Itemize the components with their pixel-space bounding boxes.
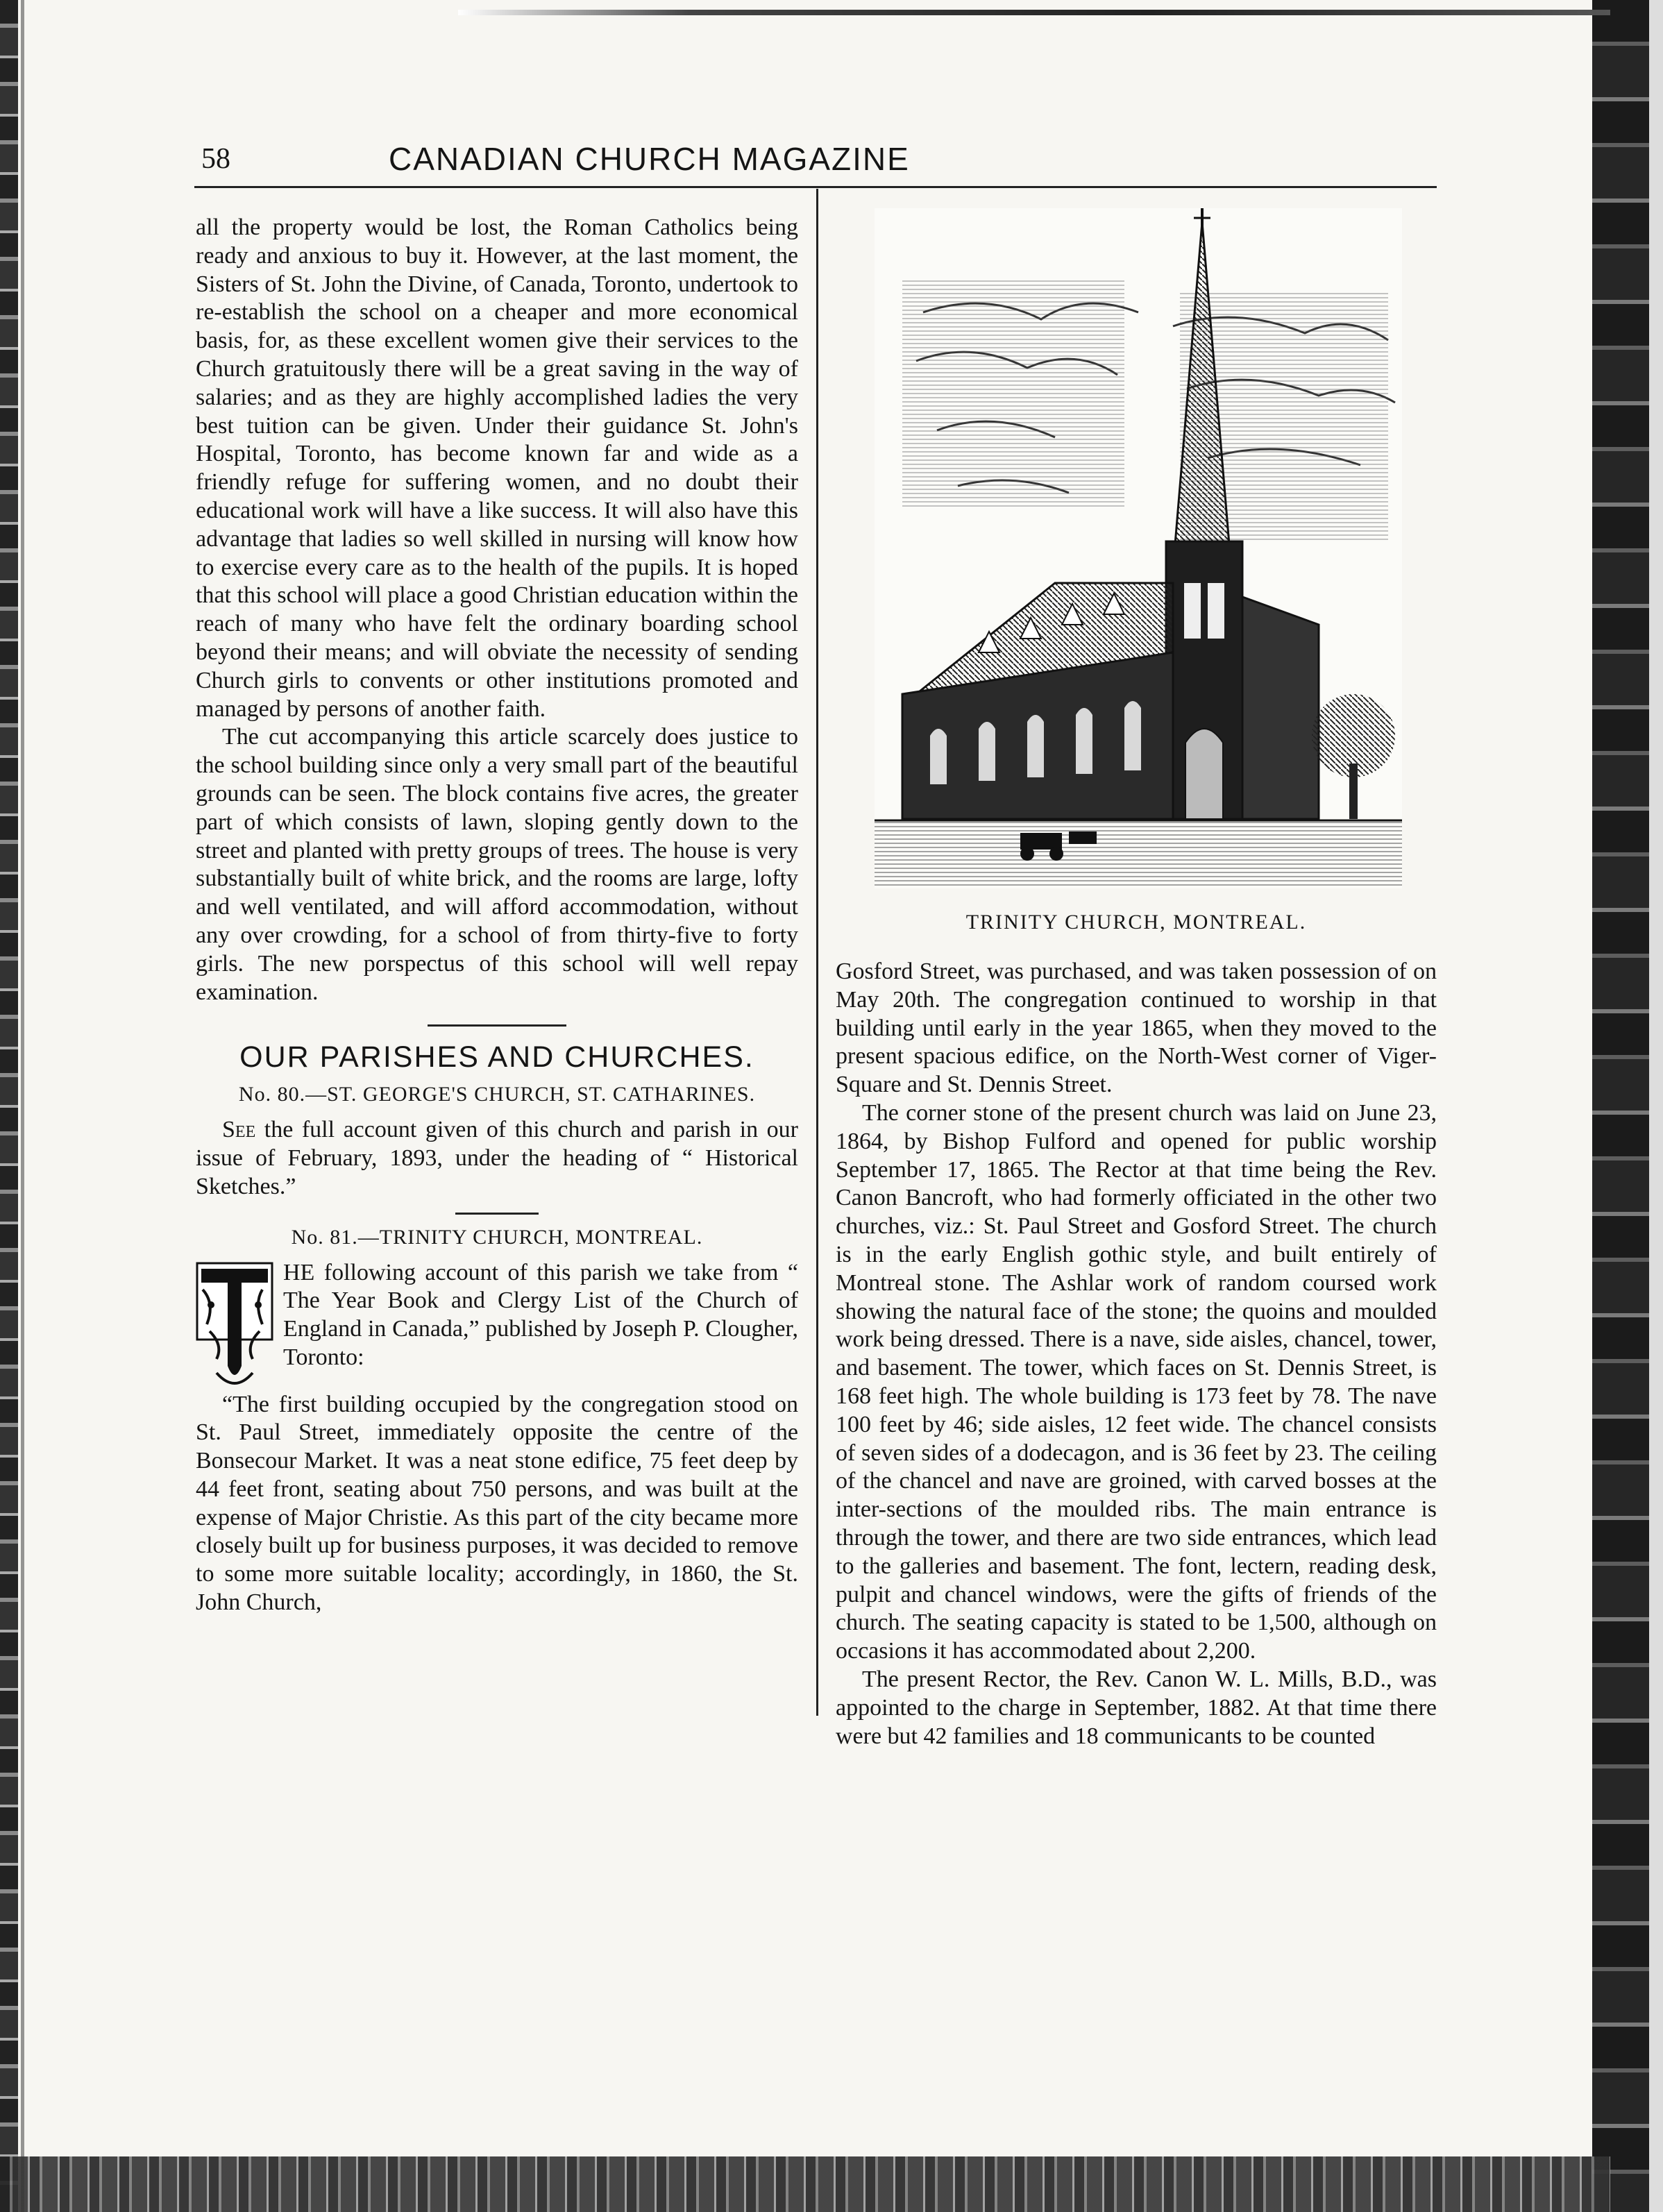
lead-word: See (222, 1117, 256, 1143)
paragraph-text: following account of this parish we take from “ The Year Book and Clergy List of the Church of England in Canada,” published by Joseph P. Clougher, Toronto: (283, 1259, 798, 1370)
ornamental-initial-t-icon (196, 1262, 273, 1391)
lead-word: HE (283, 1259, 315, 1285)
paragraph: Gosford Street, was purchased, and was taken possession of on May 20th. The congregation continued to worship in that building until early in the year 1865, when they moved to the present spacious edifice, on the North-West corner of Viger-Square and St. Dennis Street. (836, 959, 1437, 1098)
paragraph: all the property would be lost, the Roman Catholics being ready and anxious to buy it. However, at the last moment, the Sisters of St. John the Divine, of Canada, Toronto, undertook to re-establish the school on a cheaper and more economical basis, for, as these excellent women give their services to the Church gratuitously there will be a great saving in the way of salaries; and as they are highly accomplished ladies the very best tuition can be given. Under their guidance St. John's Hospital, Toronto, has become known far and wide as a friendly refuge for suffering women, and no doubt their educational work will have a like success. It will also have this advantage that ladies so well skilled in nursing will know how to exercise every care as to the health of the pupils. It is hoped that this school will place a good Christian education within the reach of many who have felt the ordinary boarding school beyond their means; and will obviate the necessity of sending Church girls to convents or other institutions promoted and managed by persons of another faith. (196, 214, 798, 722)
scan-margin-right (1649, 0, 1663, 2212)
column-rule (816, 189, 818, 1716)
left-column (196, 214, 798, 1617)
header-rule (194, 186, 1437, 188)
scan-edge-bottom (0, 2156, 1610, 2212)
paragraph: The cut accompanying this article scarcely does justice to the school building since only a very small part of the beautiful grounds can be seen. The block contains five acres, the greater part of which consists of lawn, sloping gently down to the street and planted with pretty groups of trees. The house is very substantially built of white brick, and the rooms are large, lofty and well ventilated, and will afford accommodation, without any over crowding, for a school of from thirty-five to forty girls. The new porspectus of this school will well repay examination. (196, 724, 798, 1005)
article-intro (196, 1259, 798, 1391)
running-head: CANADIAN CHURCH MAGAZINE (389, 141, 910, 177)
church-engraving (875, 208, 1402, 888)
paragraph: “The first building occupied by the congregation stood on St. Paul Street, immediately opposite the centre of the Bonsecour Market. It was a neat stone edifice, 75 feet deep by 44 feet front, seating about 750 persons, and was built at the expense of Major Christie. As this part of the city became more closely built up for business purposes, it was decided to remove to some more suitable locality; accordingly, in 1860, the St. John Church, (196, 1391, 798, 1616)
paragraph: The corner stone of the present church was laid on June 23, 1864, by Bishop Fulford and opened for public worship September 17, 1865. The Rector at that time being the Rev. Canon Bancroft, who had formerly officiated in the other two churches, viz.: St. Paul Street and Gosford Street. The church is in the early English gothic style, and built entirely of Montreal stone. The Ashlar work of random coursed work showing the natural face of the stone; the quoins and moulded work being dressed. There is a nave, side aisles, chancel, tower, and basement. The tower, which faces on St. Dennis Street, is 168 feet high. The whole building is 173 feet by 78. The nave 100 feet by 46; side aisles, 12 feet wide. The chancel consists of seven sides of a dodecagon, and is 36 feet by 23. The ceiling of the chancel and nave are groined, with carved bosses at the inter-sections of the moulded ribs. The main entrance is through the tower, and there are two side entrances, which lead to the galleries and basement. The font, lectern, reading desk, pulpit and chancel windows, were the gifts of friends of the church. The seating capacity is stated to be 1,500, although on occasions it has accommodated about 2,200. (836, 1099, 1437, 1664)
paragraph: The present Rector, the Rev. Canon W. L. Mills, B.D., was appointed to the charge in September, 1882. At that time there were but 42 families and 18 communicants to be counted (836, 1666, 1437, 1749)
scan-edge-left (0, 0, 18, 2212)
paragraph-text: the full account given of this church and parish in our issue of February, 1893, under the heading of “ Historical Sketches.” (196, 1117, 798, 1199)
paragraph (196, 1259, 798, 1372)
section-divider (428, 1024, 566, 1027)
scan-edge-right (1592, 0, 1649, 2212)
scan-edge-top (458, 10, 1610, 15)
article-heading: No. 80.—ST. GEORGE'S CHURCH, ST. CATHARINES. (238, 1083, 756, 1106)
paragraph (196, 1116, 798, 1201)
scan-edge-left-line (21, 0, 24, 2212)
figure-caption: TRINITY CHURCH, MONTREAL. (965, 911, 1307, 934)
section-title: OUR PARISHES AND CHURCHES. (239, 1040, 754, 1074)
article-heading: No. 81.—TRINITY CHURCH, MONTREAL. (291, 1225, 703, 1249)
right-column (836, 958, 1437, 1750)
article-divider (455, 1213, 539, 1215)
page-number: 58 (201, 143, 230, 175)
